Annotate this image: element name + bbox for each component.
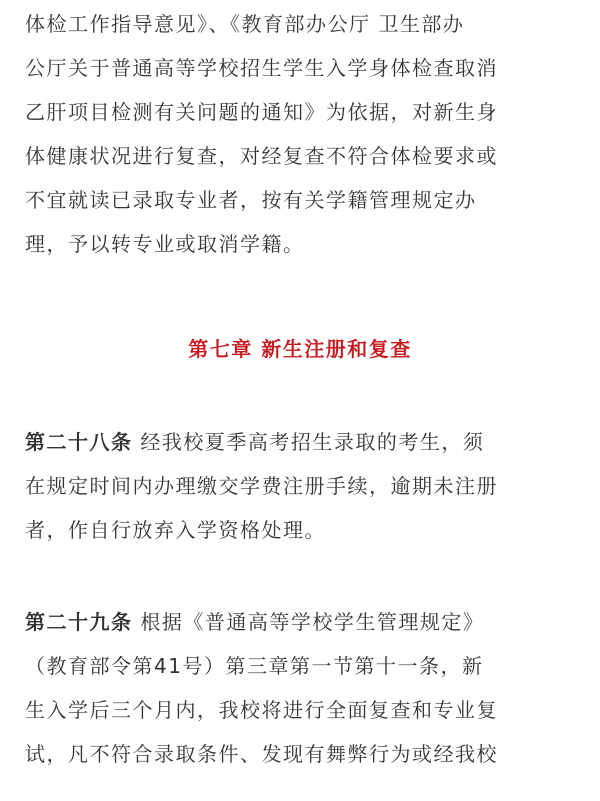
intro-line: 体检工作指导意见》、《教育部办公厅 卫生部办 [25, 12, 465, 36]
article-29-text: 根据《普通高等学校学生管理规定》 [132, 610, 485, 634]
intro-line: 乙肝项目检测有关问题的通知》为依据，对新生身 [25, 100, 498, 124]
article-28-line: 者，作自行放弃入学资格处理。 [25, 518, 326, 542]
intro-line: 体健康状况进行复查，对经复查不符合体检要求或 [25, 144, 498, 168]
article-28-paragraph [25, 420, 585, 552]
article-28-label: 第二十八条 [25, 430, 133, 454]
article-29-line: 试，凡不符合录取条件、发现有舞弊行为或经我校 [25, 742, 498, 766]
article-29-label: 第二十九条 [25, 610, 133, 634]
article-29-line: 生入学后三个月内，我校将进行全面复查和专业复 [25, 698, 498, 722]
article-29-first-line [25, 600, 585, 644]
intro-line: 理，予以转专业或取消学籍。 [25, 232, 305, 256]
intro-line: 公厅关于普通高等学校招生学生入学身体检查取消 [25, 56, 498, 80]
article-29-line: （教育部令第41号）第三章第一节第十一条，新 [25, 654, 484, 678]
article-28-line: 在规定时间内办理缴交学费注册手续，逾期未注册 [25, 474, 498, 498]
intro-paragraph [25, 2, 585, 266]
intro-line: 不宜就读已录取专业者，按有关学籍管理规定办 [25, 188, 477, 212]
article-29-paragraph [25, 600, 585, 776]
article-28-text: 经我校夏季高考招生录取的考生，须 [132, 430, 485, 454]
chapter-heading: 第七章 新生注册和复查 [188, 337, 412, 361]
article-28-first-line [25, 420, 585, 464]
